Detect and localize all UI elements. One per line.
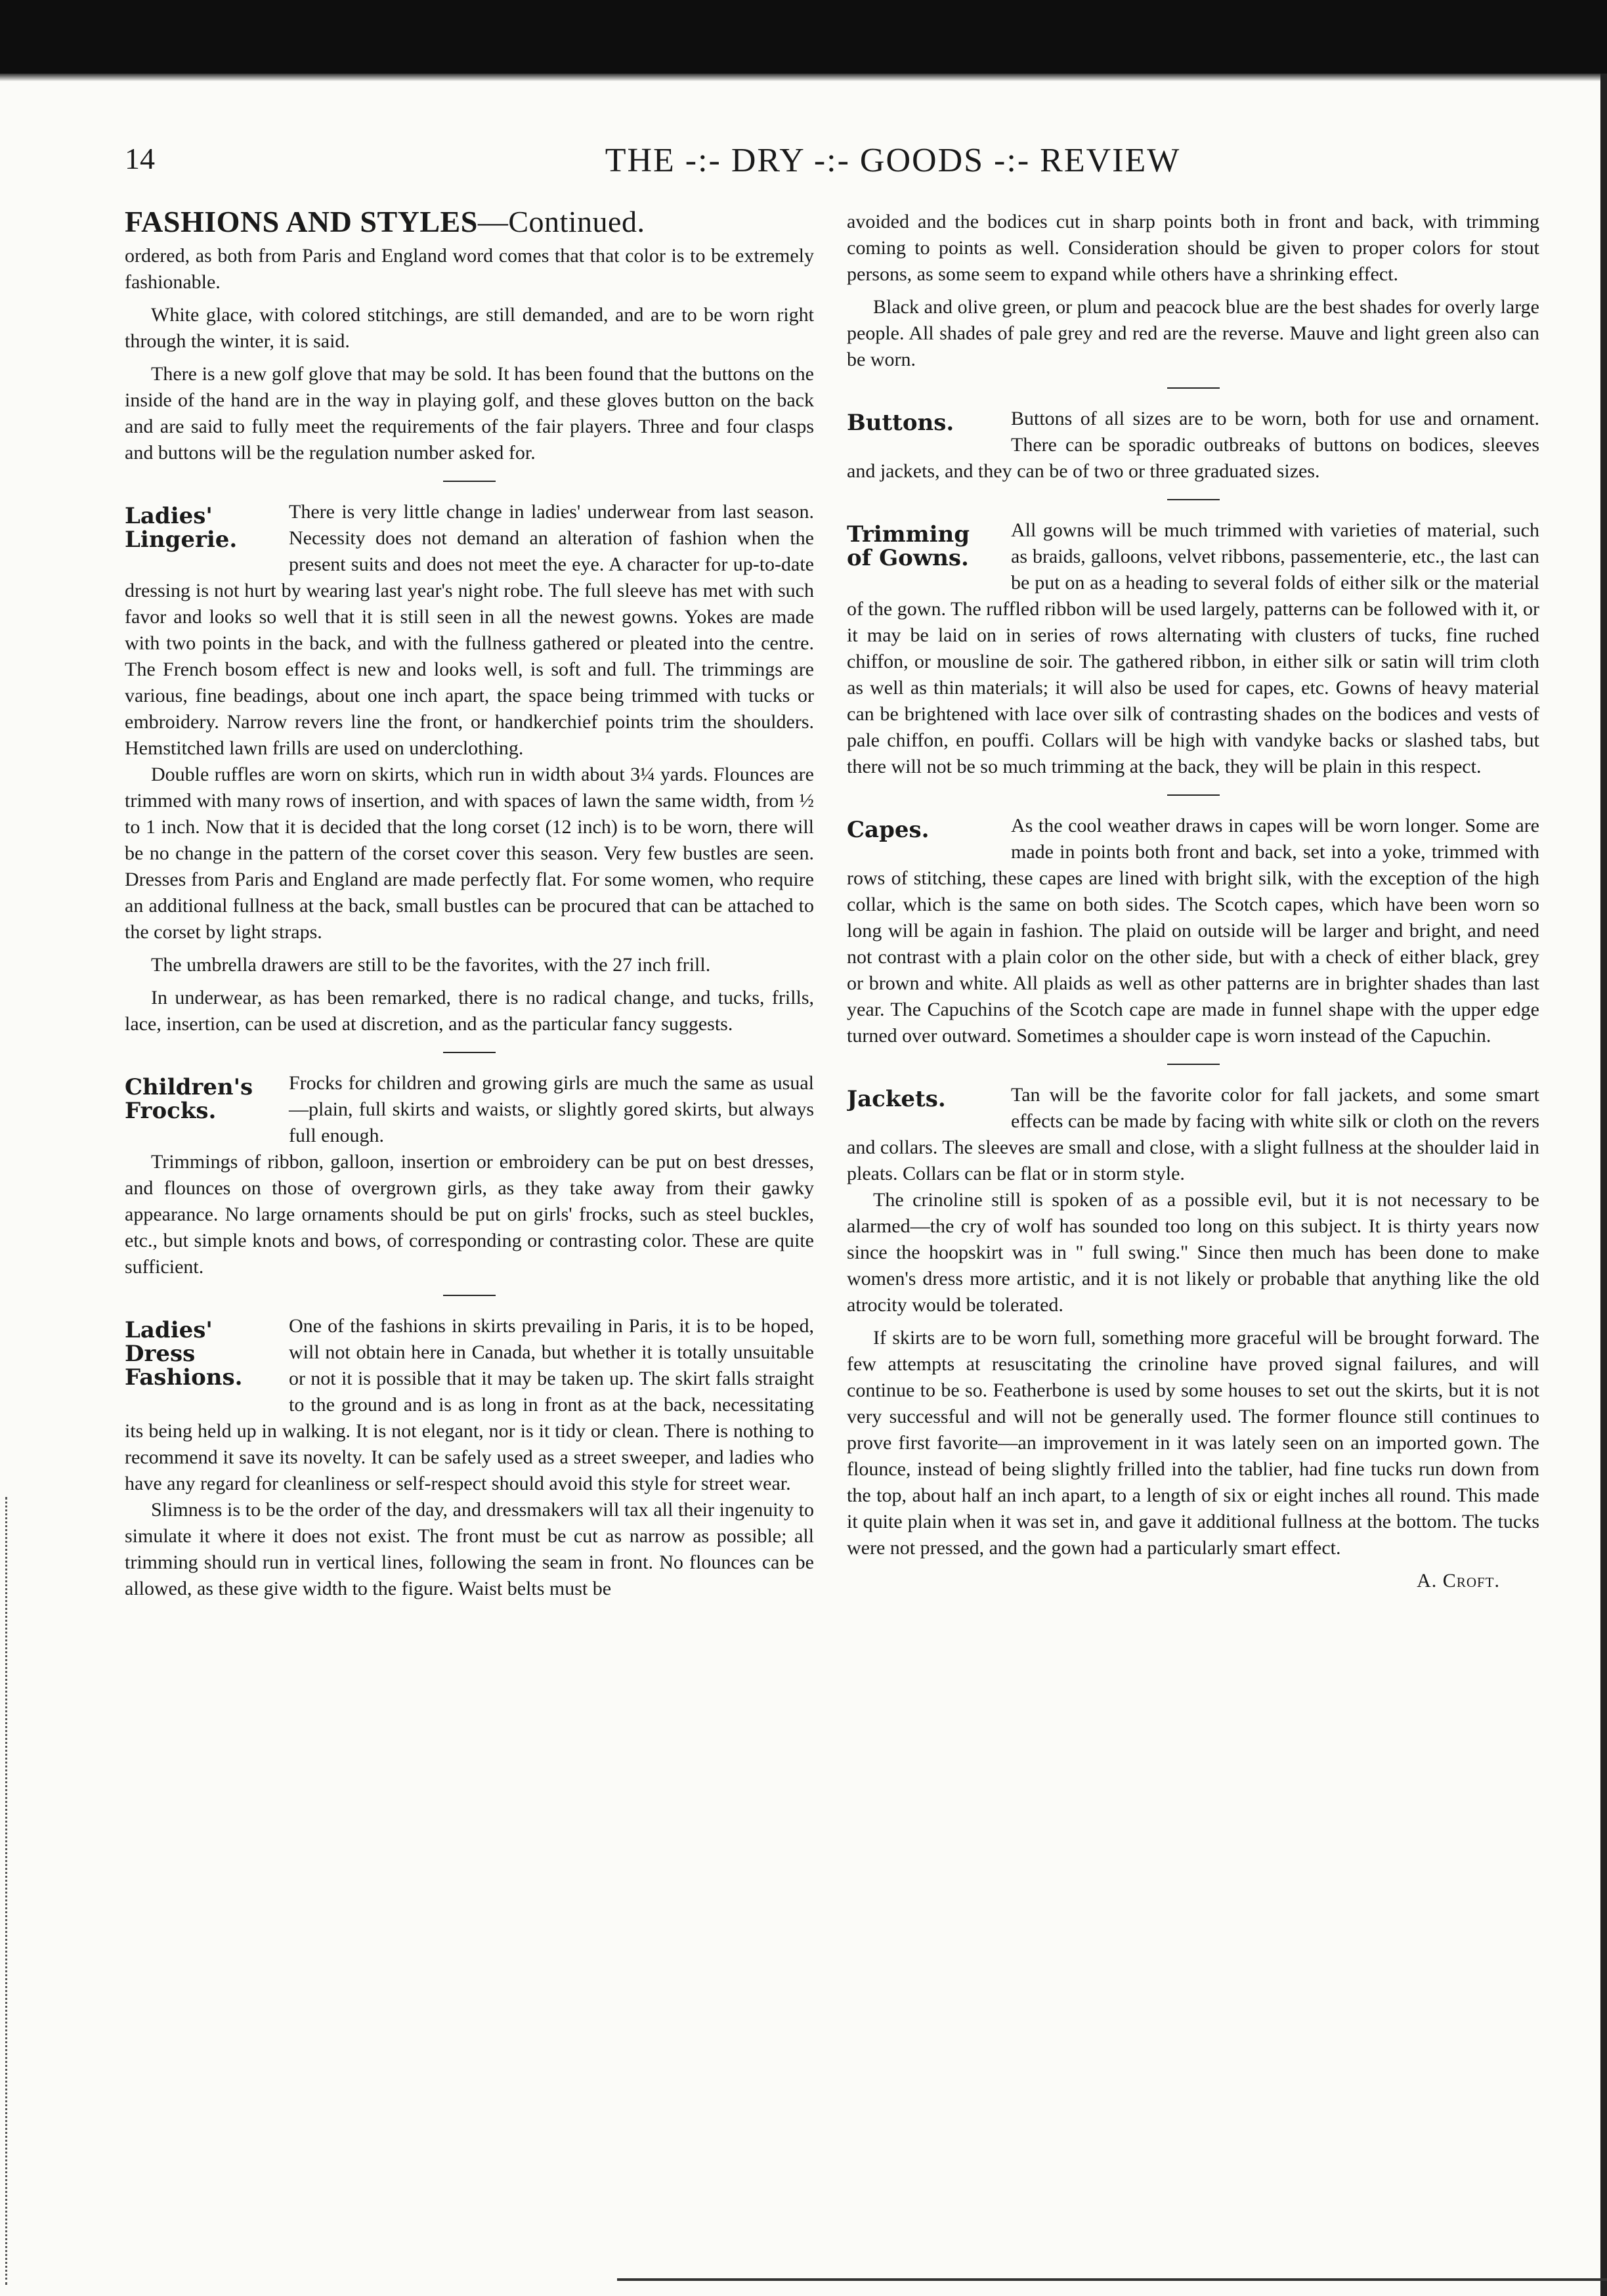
- subsection-jackets: [847, 1082, 1539, 1187]
- paragraph: There is a new golf glove that may be sold. It has been found that the buttons on the inside of the hand are in the way in playing golf, and these gloves button on the back and are said to fully meet the requirements of the fair players. Three and four clasps and buttons will be the regulation number asked for.: [125, 363, 814, 464]
- paragraph: The crinoline still is spoken of as a possible evil, but it is not necessary to be alarmed—the cry of wolf has sounded too long on this subject. It is thirty years now since the hoopskirt was in " full swing." Since then much has been done to make women's dress more artistic, and it is not likely or probable that anything like the old atrocity would be tolerated.: [847, 1189, 1539, 1316]
- subsection-title: Ladies' Lingerie.: [125, 503, 238, 553]
- divider: [443, 481, 496, 482]
- subsection-title: Jackets.: [847, 1086, 946, 1112]
- paragraph: Frocks for children and growing girls are much the same as usual—plain, full skirts and waists, or slightly gored skirts, but always full enough.: [289, 1072, 814, 1146]
- paragraph: In underwear, as has been remarked, there is no radical change, and tucks, frills, lace, insertion, can be used at discretion, and as the particular fancy suggests.: [125, 987, 814, 1035]
- subsection-title: Buttons.: [847, 410, 954, 436]
- scan-bottom-rule: [617, 2278, 1607, 2281]
- scan-right-border: [1600, 74, 1607, 2296]
- section-heading: [125, 205, 814, 238]
- divider: [1167, 1064, 1220, 1065]
- subsection-capes: [847, 813, 1539, 1049]
- scan-top-border: [0, 0, 1607, 74]
- author-signature: A. Croft.: [1417, 1570, 1500, 1592]
- scan-left-margin-specks: [5, 1497, 10, 2285]
- subsection-lingerie: [125, 499, 814, 762]
- paragraph: Black and olive green, or plum and peacock blue are the best shades for overly large people. All shades of pale grey and red are the reverse. Mauve and light green also can be worn.: [847, 296, 1539, 370]
- divider: [443, 1295, 496, 1296]
- paragraph: ordered, as both from Paris and England word comes that that color is to be extremely fashionable.: [125, 245, 814, 293]
- paragraph: Tan will be the favorite color for fall jackets, and some smart effects can be made by facing with white silk or cloth on the revers and collars. The sleeves are small and close, with a slight fullness at the shoulder laid in pleats. Collars can be flat or in storm style.: [847, 1084, 1539, 1184]
- right-column: [847, 209, 1539, 1594]
- subsection-title: Capes.: [847, 817, 930, 843]
- section-heading-suffix: —Continued.: [477, 205, 645, 238]
- paragraph: Slimness is to be the order of the day, and dressmakers will tax all their ingenuity to simulate it where it does not exist. The front must be cut as narrow as possible; all trimming should run in vertical lines, following the seam in front. No flounces can be allowed, as these give width to the figure. Waist belts must be: [125, 1499, 814, 1599]
- subsection-childrens-frocks: [125, 1070, 814, 1149]
- subsection-title: Ladies' Dress Fashions.: [125, 1317, 243, 1391]
- paragraph: avoided and the bodices cut in sharp points both in front and back, with trimming coming to points as well. Consideration should be given to proper colors for stout persons, as some seem to expand while others have a shrinking effect.: [847, 211, 1539, 285]
- subsection-title: Children's Frocks.: [125, 1074, 253, 1124]
- paragraph: The umbrella drawers are still to be the favorites, with the 27 inch frill.: [151, 954, 711, 976]
- divider: [1167, 387, 1220, 389]
- subsection-ladies-dress: [125, 1313, 814, 1497]
- paragraph: One of the fashions in skirts prevailing in Paris, it is to be hoped, will not obtain here in Canada, but whether it is totally unsuitable or not it is possible that it may be taken up. The skirt falls straight to the ground and is as long in front as at the back, necessitating its being held up in walking. It is not elegant, nor is it tidy or clean. There is nothing to recommend it save its novelty. It can be safely used as a street sweeper, and ladies who have any regard for cleanliness or self-respect should avoid this style for street wear.: [125, 1315, 814, 1494]
- paragraph: As the cool weather draws in capes will be worn longer. Some are made in points both front and back, set into a yoke, trimmed with rows of stitching, these capes are lined with bright silk, with the exception of the high collar, which is the same on both sides. The Scotch capes, which have been worn so long will be again in fashion. The plaid on outside will be larger and bright, and need not contrast with a plain color on the other side, but with a check of either black, grey or brown and white. All plaids as well as other patterns are in brighter shades than last year. The Capuchins of the Scotch cape are made in funnel shape with the upper edge turned over outward. Sometimes a shoulder cape is worn instead of the Capuchin.: [847, 815, 1539, 1047]
- paragraph: White glace, with colored stitchings, are still demanded, and are to be worn right through the winter, it is said.: [125, 304, 814, 352]
- subsection-buttons: [847, 406, 1539, 485]
- masthead-title: THE -:- DRY -:- GOODS -:- REVIEW: [605, 142, 1181, 179]
- page-header: [125, 141, 1530, 187]
- subsection-title: Trimming of Gowns.: [847, 521, 970, 571]
- left-column: [125, 205, 814, 1609]
- subsection-trimming-of-gowns: [847, 517, 1539, 780]
- divider: [443, 1052, 496, 1053]
- divider: [1167, 499, 1220, 500]
- paragraph: Double ruffles are worn on skirts, which run in width about 3¼ yards. Flounces are trimmed with many rows of insertion, and with spaces of lawn the same width, from ½ to 1 inch. Now that it is decided that the long corset (12 inch) is to be worn, there will be no change in the pattern of the corset cover this season. Very few bustles are seen. Dresses from Paris and England are made perfectly flat. For some women, who require an additional fullness at the back, small bustles can be procured that can be attached to the corset by light straps.: [125, 764, 814, 943]
- page-number: 14: [125, 142, 155, 175]
- paragraph: Buttons of all sizes are to be worn, both for use and ornament. There can be sporadic outbreaks of buttons on bodices, sleeves and jackets, and they can be of two or three graduated sizes.: [847, 408, 1539, 482]
- paragraph: If skirts are to be worn full, something more graceful will be brought forward. The few attempts at resuscitating the crinoline have proved signal failures, and will continue to be so. Featherbone is used by some houses to set out the skirts, but it is not very successful and will not be generally used. The former flounce still continues to prove first favorite—an improvement in it was lately seen on an imported gown. The flounce, instead of being slightly frilled into the tablier, had fine tucks run down from the top, about half an inch apart, to a length of six or eight inches all round. This made it quite plain when it was set in, and gave it additional fullness at the bottom. The tucks were not pressed, and the gown had a particularly smart effect.: [847, 1327, 1539, 1559]
- paragraph: Trimmings of ribbon, galloon, insertion or embroidery can be put on best dresses, and flounces on those of overgrown girls, as they take away from their gawky appearance. No large ornaments should be put on girls' frocks, such as steel buckles, etc., but simple knots and bows, of corresponding or contrasting color. These are quite sufficient.: [125, 1151, 814, 1278]
- paragraph: There is very little change in ladies' underwear from last season. Necessity does not demand an alteration of fashion when the present suits and does not meet the eye. A character for up-to-date dressing is not hurt by wearing last year's night robe. The full sleeve has met with such favor and looks so well that it is still seen in all the newest gowns. Yokes are made with two points in the back, and with the fullness gathered or pleated into the centre. The French bosom effect is new and looks well, is soft and full. The trimmings are various, fine beadings, about one inch apart, the space being trimmed with tucks or embroidery. Narrow revers line the front, or handkerchief points trim the shoulders. Hemstitched lawn frills are used on underclothing.: [125, 501, 814, 759]
- divider: [1167, 794, 1220, 796]
- paragraph: All gowns will be much trimmed with varieties of material, such as braids, galloons, velvet ribbons, passementerie, etc., the last can be put on as a heading to several folds of either silk or the material of the gown. The ruffled ribbon will be used largely, patterns can be followed with it, or it may be laid on in series of rows alternating with clusters of tucks, fine ruched chiffon, or mousline de soir. The gathered ribbon, in either silk or satin will trim cloth as well as thin materials; it will also be used for capes, etc. Gowns of heavy material can be brightened with lace over silk of contrasting shades on the bodices and vests of pale chiffon, en pouffi. Collars will be high with vandyke backs or slashed tabs, but there will not be so much trimming at the back, they will be plain in this respect.: [847, 519, 1539, 777]
- section-heading-text: FASHIONS AND STYLES: [125, 205, 478, 238]
